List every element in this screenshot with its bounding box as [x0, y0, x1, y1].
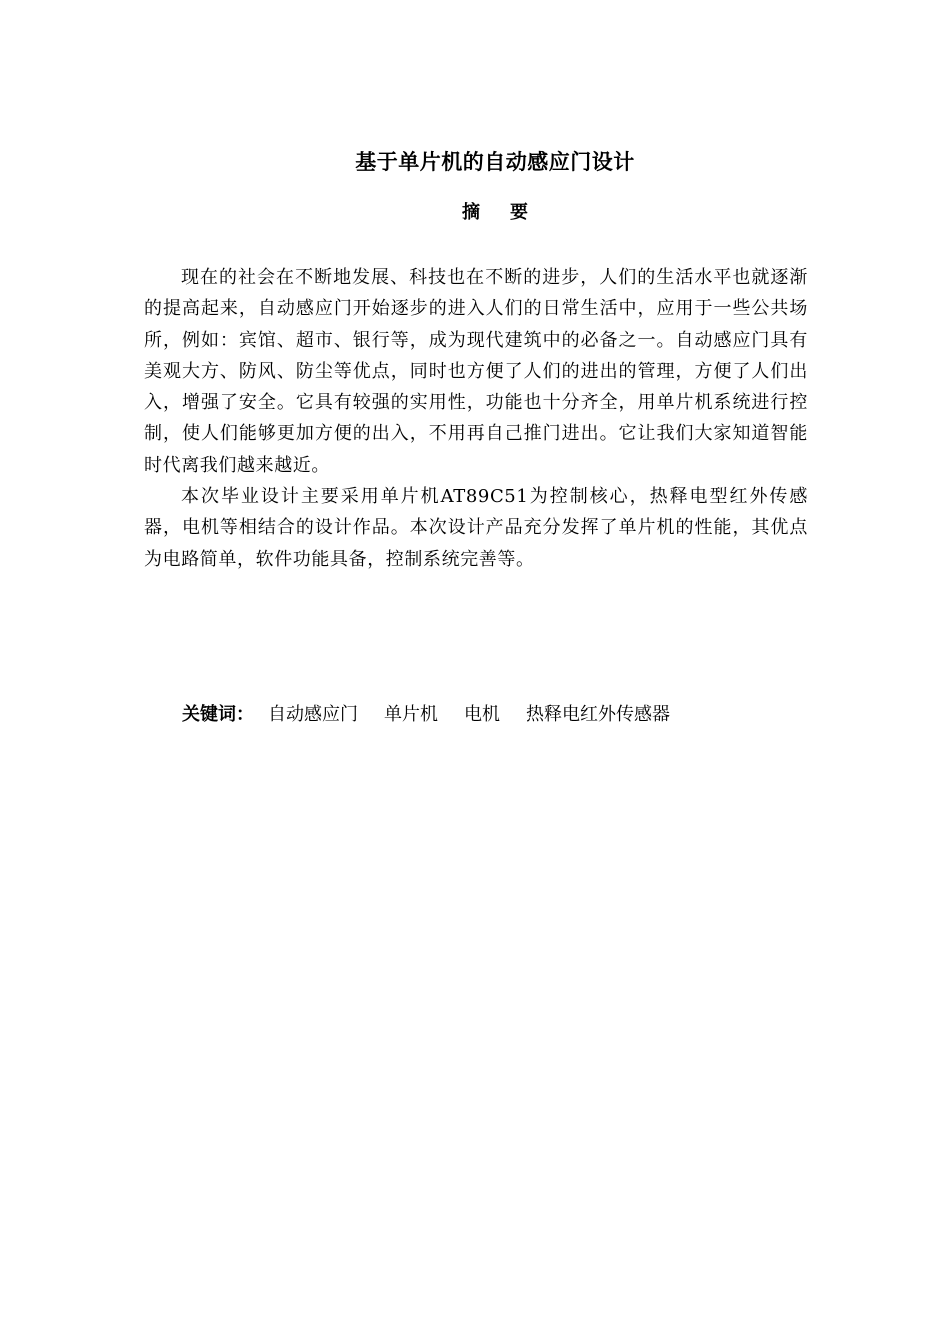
- keyword-item: 自动感应门: [268, 704, 358, 725]
- abstract-paragraph: 本次毕业设计主要采用单片机AT89C51为控制核心，热释电型红外传感器，电机等相结合的设计作品。本次设计产品充分发挥了单片机的性能，其优点为电路简单，软件功能具备，控制系统完善等。: [144, 486, 808, 570]
- document-title: 基于单片机的自动感应门设计: [355, 150, 635, 174]
- keywords-label: 关键词：: [182, 704, 254, 725]
- abstract-heading: 摘要: [462, 202, 558, 223]
- keywords-line: [182, 700, 822, 730]
- abstract-paragraph: 现在的社会在不断地发展、科技也在不断的进步，人们的生活水平也就逐渐的提高起来，自动感应门开始逐步的进入人们的日常生活中，应用于一些公共场所，例如：宾馆、超市、银行等，成为现代建筑中的必备之一。自动感应门具有美观大方、防风、防尘等优点，同时也方便了人们的进出的管理，方便了人们出入，增强了安全。它具有较强的实用性，功能也十分齐全，用单片机系统进行控制，使人们能够更加方便的出入，不用再自己推门进出。它让我们大家知道智能时代离我们越来越近。: [144, 267, 808, 476]
- abstract-body: [144, 262, 808, 575]
- keyword-item: 热释电红外传感器: [526, 704, 670, 725]
- keyword-item: 电机: [464, 704, 500, 725]
- keyword-item: 单片机: [384, 704, 438, 725]
